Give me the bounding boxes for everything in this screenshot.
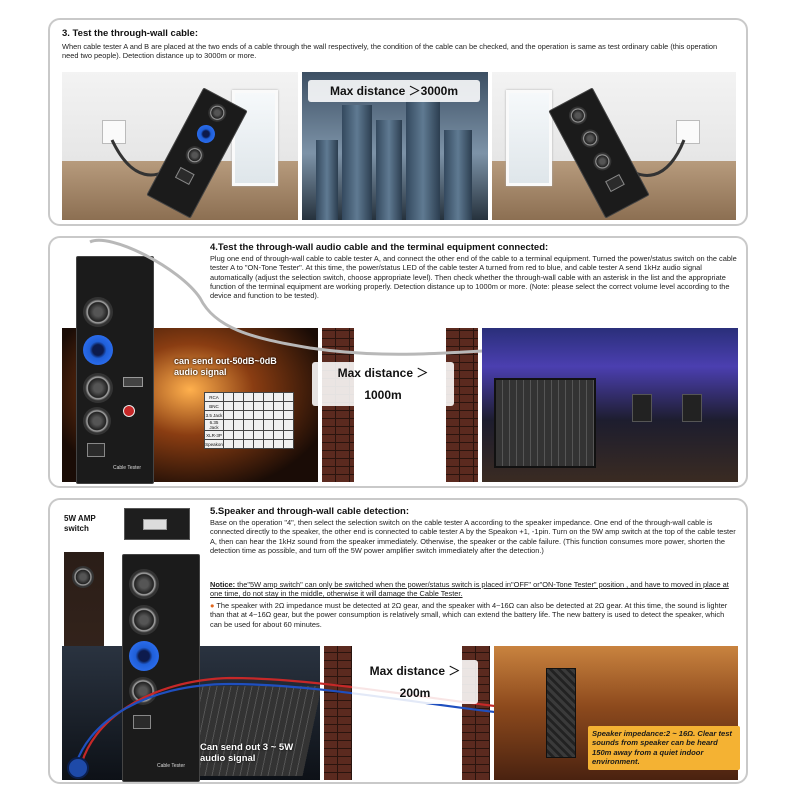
notice-label: Notice: bbox=[210, 580, 236, 589]
right-room-photo bbox=[492, 72, 736, 220]
city-skyline-photo bbox=[302, 72, 488, 220]
section3-description: When cable tester A and B are placed at the two ends of a cable through the wall respectively, the condition of the cable can be checked, and the operation is same as test ordinary cable (this operation need two people). Detection distance up to 3000m or more. bbox=[62, 42, 718, 61]
distance-badge-200m: Max distance ＞200m bbox=[352, 660, 478, 704]
section-audio-cable-terminal bbox=[48, 236, 748, 488]
studio-photo bbox=[482, 328, 738, 482]
grid-row-label: Speakon bbox=[205, 441, 223, 447]
section-speaker-detection bbox=[48, 498, 748, 784]
section5-title: 5.Speaker and through-wall cable detection: bbox=[210, 506, 410, 517]
section-through-wall-cable bbox=[48, 18, 748, 226]
xlr-connector-icon bbox=[590, 149, 614, 173]
notice-body: the"5W amp switch" can only be switched when the power/status switch is placed in"OFF" or"ON-Tone Tester" position , and have to moved in place at one time, do not stay in the middle, otherwise it will damage the Cable Tester. bbox=[210, 580, 729, 599]
rj45-port-icon bbox=[605, 174, 625, 192]
xlr-connector-icon bbox=[205, 101, 229, 125]
grid-row-label: 6.35 Jack bbox=[205, 420, 224, 431]
studio-monitor-right bbox=[682, 394, 702, 422]
section4-title: 4.Test the through-wall audio cable and the terminal equipment connected: bbox=[210, 242, 549, 253]
section3-title: 3. Test the through-wall cable: bbox=[62, 28, 199, 39]
signal-range-label: can send out-50dB~0dB audio signal bbox=[174, 356, 277, 377]
bullet-icon: ● bbox=[210, 601, 215, 610]
grid-row-label: BNC bbox=[205, 402, 224, 411]
device-label: Cable Tester bbox=[157, 763, 185, 769]
xlr-connector-icon bbox=[183, 143, 207, 167]
distance-badge-3000m: Max distance ＞3000m bbox=[308, 80, 480, 102]
device-label: Cable Tester bbox=[113, 465, 141, 471]
mixing-console bbox=[494, 378, 596, 468]
audio-output-label: Can send out 3 ~ 5W audio signal bbox=[200, 742, 294, 764]
powercon-connector-icon bbox=[194, 122, 218, 146]
impedance-text: The speaker with 2Ω impedance must be detected at 2Ω gear, and the speaker with 4~16Ω can also be detected at 2Ω gear. At this time, the sound is lighter than that at 4~16Ω gear, but the power consumption is relatively small, which can extend the battery life. The new battery is used to detect the speaker, which can be used for about 60 minutes. bbox=[210, 601, 728, 629]
grid-row-label: 3.5 Jack bbox=[205, 412, 223, 418]
studio-monitor-left bbox=[632, 394, 652, 422]
speaker-icon bbox=[546, 668, 576, 758]
xlr-connector-icon bbox=[578, 126, 602, 150]
section4-description: Plug one end of through-wall cable to cable tester A, and connect the other end of the cable to a terminal equipment. Turned the power/status switch on the cable tester A to "ON-Tone Tester". At this time, the power/status LED of the cable tester A turned from red to blue, and cable tester A send 1kHz audio signal automatically (adjust the selection switch, choose appropriate level). Then check whether the through-wall cable with an asterisk in the list and the appropriate function of the terminal equipment are working properly. Detection distance up to 1000m or more. (Note: please select the correct volume level according to the device and function to be tested). bbox=[210, 254, 737, 301]
amp-switch-label: 5W AMP switch bbox=[64, 514, 96, 533]
speaker-impedance-label: Speaker impedance:2 ~ 16Ω. Clear test sounds from speaker can be heard 150m away from a quiet indoor environment. bbox=[588, 726, 740, 770]
section5-description: Base on the operation "4", then select the selection switch on the cable tester A according to the speaker impedance. One end of the through-wall cable is connected directly to the speaker, the other end is connected to cable tester A by the Speakon +1, -1pin. Turn on the 5W amp switch at the top of the cable tester A, then can hear the 1kHz sound from the speaker immediately. Otherwise, the speaker or the cable failure. (This function consumes more power, shorten the detection time as possible, and turn off the 5W power amplifier switch immediately after the detection.) bbox=[210, 518, 736, 555]
grid-row-label: RCA bbox=[205, 393, 224, 402]
grid-row-label: XLR-3P bbox=[206, 432, 222, 438]
rj45-port-icon bbox=[175, 167, 195, 185]
left-room-photo bbox=[62, 72, 298, 220]
distance-badge-1000m: Max distance ＞1000m bbox=[312, 362, 454, 406]
xlr-connector-icon bbox=[566, 103, 590, 127]
